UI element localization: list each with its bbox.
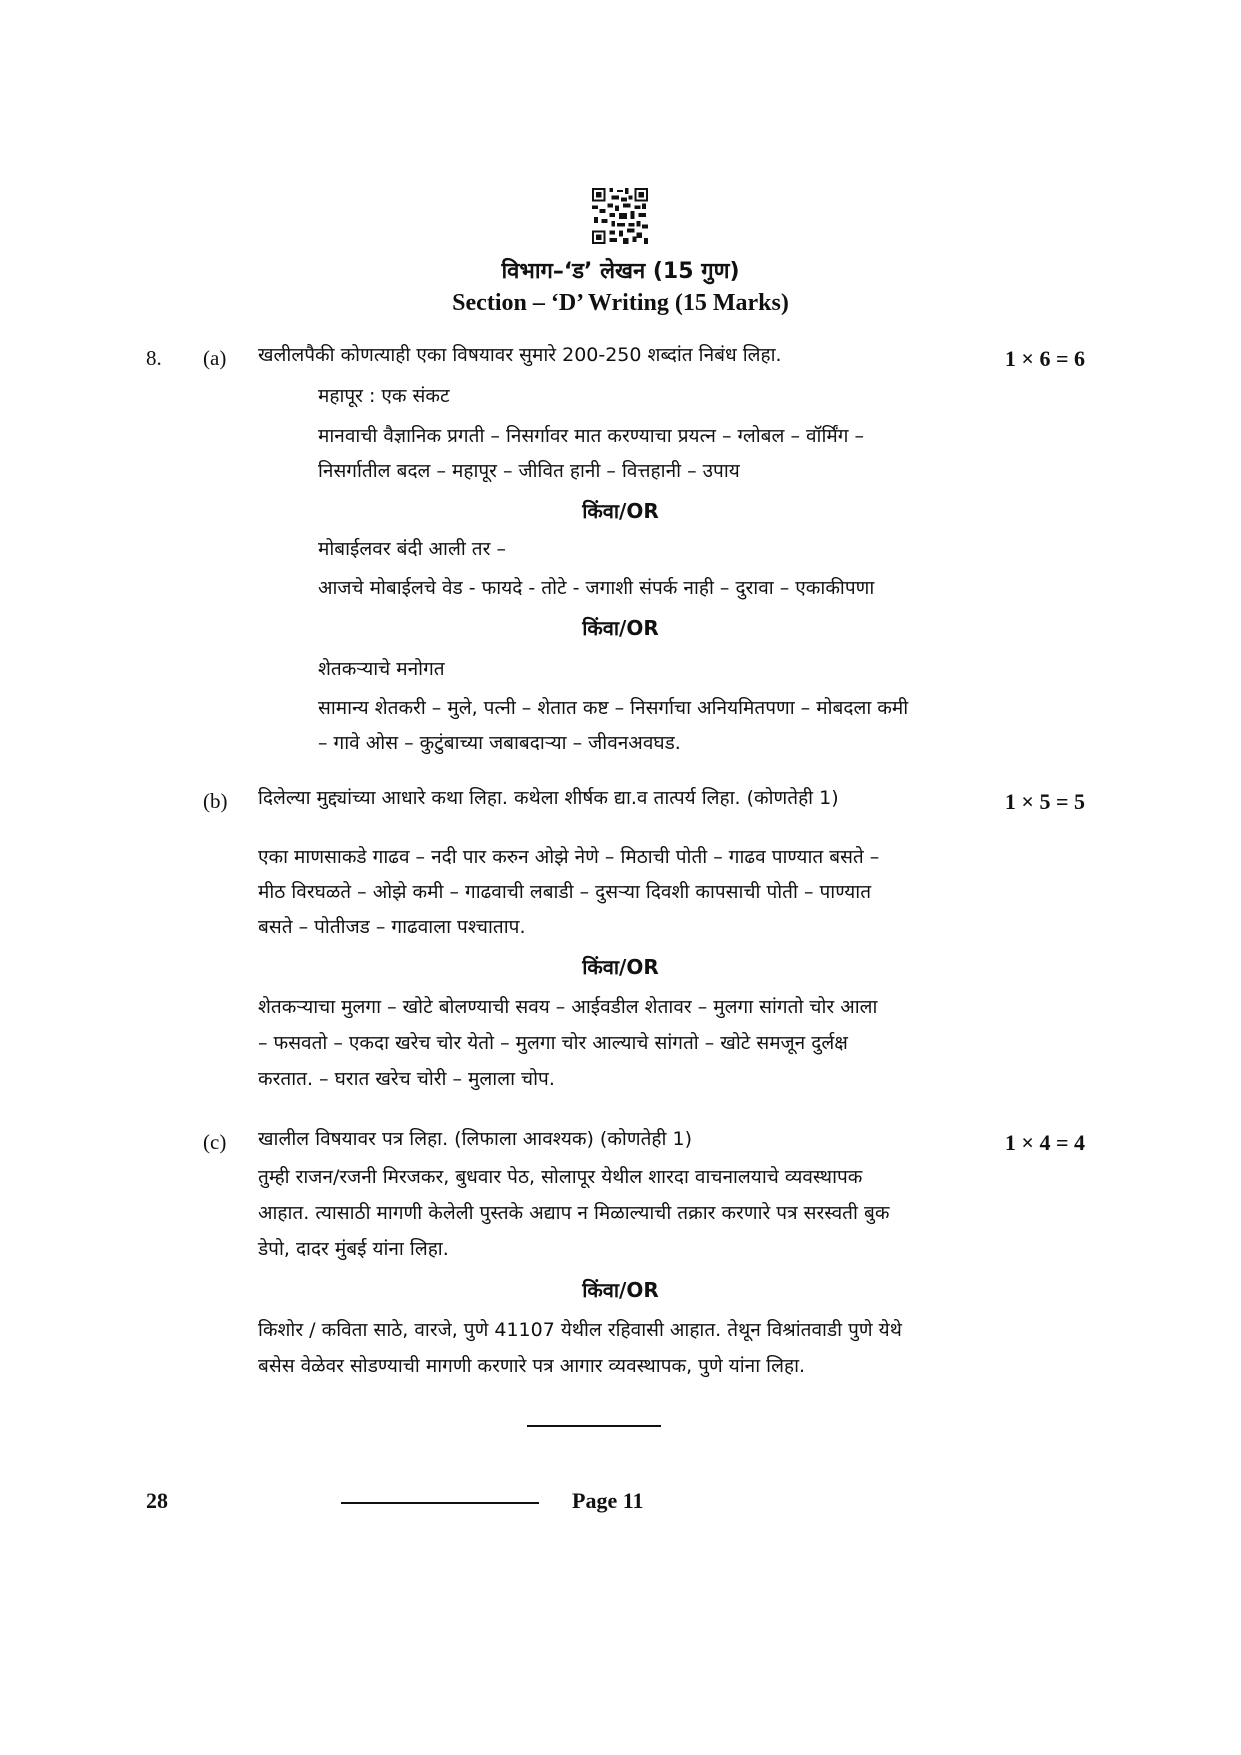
topic2-line1: आजचे मोबाईलचे वेड - फायदे - तोटे - जगाशी संपर्क नाही – दुरावा – एकाकीपणा bbox=[318, 577, 875, 599]
story1-line1: एका माणसाकडे गाढव – नदी पार करुन ओझे नेणे – मिठाची पोती – गाढव पाण्यात बसते – bbox=[258, 846, 880, 868]
story1-line3: बसते – पोतीजड – गाढवाला पश्चाताप. bbox=[258, 916, 526, 938]
part-a-instruction: खलीलपैकी कोणत्याही एका विषयावर सुमारे 200-250 शब्दांत निबंध लिहा. bbox=[258, 344, 782, 366]
end-of-section-rule bbox=[527, 1425, 661, 1427]
topic3-line2: – गावे ओस – कुटुंबाच्या जबाबदाऱ्या – जीवनअवघड. bbox=[318, 732, 681, 754]
page-code: 28 bbox=[146, 1488, 168, 1513]
letter2-line2: बसेस वेळेवर सोडण्याची मागणी करणारे पत्र आगार व्यवस्थापक, पुणे यांना लिहा. bbox=[258, 1355, 806, 1377]
letter1-line1: तुम्ही राजन/रजनी मिरजकर, बुधवार पेठ, सोलापूर येथील शारदा वाचनालयाचे व्यवस्थापक bbox=[258, 1166, 863, 1188]
topic3-line1: सामान्य शेतकरी – मुले, पत्नी – शेतात कष्ट – निसर्गाचा अनियमितपणा – मोबदला कमी bbox=[318, 697, 909, 719]
story2-line3: करतात. – घरात खरेच चोरी – मुलाला चोप. bbox=[258, 1068, 555, 1090]
part-c-marks: 1 × 4 = 4 bbox=[1004, 1130, 1085, 1155]
section-title-english: Section – ‘D’ Writing (15 Marks) bbox=[452, 290, 789, 316]
part-b-marks: 1 × 5 = 5 bbox=[1004, 789, 1085, 814]
part-a-marks: 1 × 6 = 6 bbox=[1004, 346, 1085, 371]
story1-line2: मीठ विरघळते – ओझे कमी – गाढवाची लबाडी – दुसऱ्या दिवशी कापसाची पोती – पाण्यात bbox=[258, 881, 872, 903]
or-separator: किंवा/OR bbox=[582, 1278, 659, 1302]
story2-line1: शेतकऱ्याचा मुलगा – खोटे बोलण्याची सवय – आईवडील शेतावर – मुलगा सांगतो चोर आला bbox=[258, 996, 878, 1018]
part-b-label: (b) bbox=[203, 789, 228, 813]
topic1-line2: निसर्गातील बदल – महापूर – जीवित हानी – वित्तहानी – उपाय bbox=[318, 460, 740, 482]
or-separator: किंवा/OR bbox=[582, 955, 659, 979]
topic2-title: मोबाईलवर बंदी आली तर – bbox=[318, 538, 506, 560]
letter2-line1: किशोर / कविता साठे, वारजे, पुणे 41107 येथील रहिवासी आहात. तेथून विश्रांतवाडी पुणे येथे bbox=[258, 1319, 902, 1341]
topic1-title: महापूर : एक संकट bbox=[318, 385, 450, 407]
part-b-instruction: दिलेल्या मुद्द्यांच्या आधारे कथा लिहा. कथेला शीर्षक द्या.व तात्पर्य लिहा. (कोणतेही 1) bbox=[258, 787, 839, 809]
topic3-title: शेतकऱ्याचे मनोगत bbox=[318, 658, 445, 680]
section-title-marathi: विभाग–‘ड’ लेखन (15 गुण) bbox=[501, 259, 740, 284]
letter1-line2: आहात. त्यासाठी मागणी केलेली पुस्तके अद्याप न मिळाल्याची तक्रार करणारे पत्र सरस्वती बुक bbox=[258, 1202, 890, 1224]
part-c-instruction: खालील विषयावर पत्र लिहा. (लिफाला आवश्यक) (कोणतेही 1) bbox=[258, 1128, 692, 1150]
page-number: Page 11 bbox=[572, 1488, 644, 1513]
or-separator: किंवा/OR bbox=[582, 499, 659, 523]
qr-code-icon bbox=[592, 188, 648, 244]
story2-line2: – फसवतो – एकदा खरेच चोर येतो – मुलगा चोर आल्याचे सांगतो – खोटे समजून दुर्लक्ष bbox=[258, 1032, 848, 1054]
or-separator: किंवा/OR bbox=[582, 616, 659, 640]
topic1-line1: मानवाची वैज्ञानिक प्रगती – निसर्गावर मात करण्याचा प्रयत्न – ग्लोबल – वॉर्मिंग – bbox=[318, 425, 864, 447]
part-a-label: (a) bbox=[203, 346, 227, 370]
letter1-line3: डेपो, दादर मुंबई यांना लिहा. bbox=[258, 1238, 449, 1260]
part-c-label: (c) bbox=[203, 1130, 227, 1154]
question-number: 8. bbox=[146, 346, 162, 370]
footer-rule bbox=[341, 1502, 539, 1504]
